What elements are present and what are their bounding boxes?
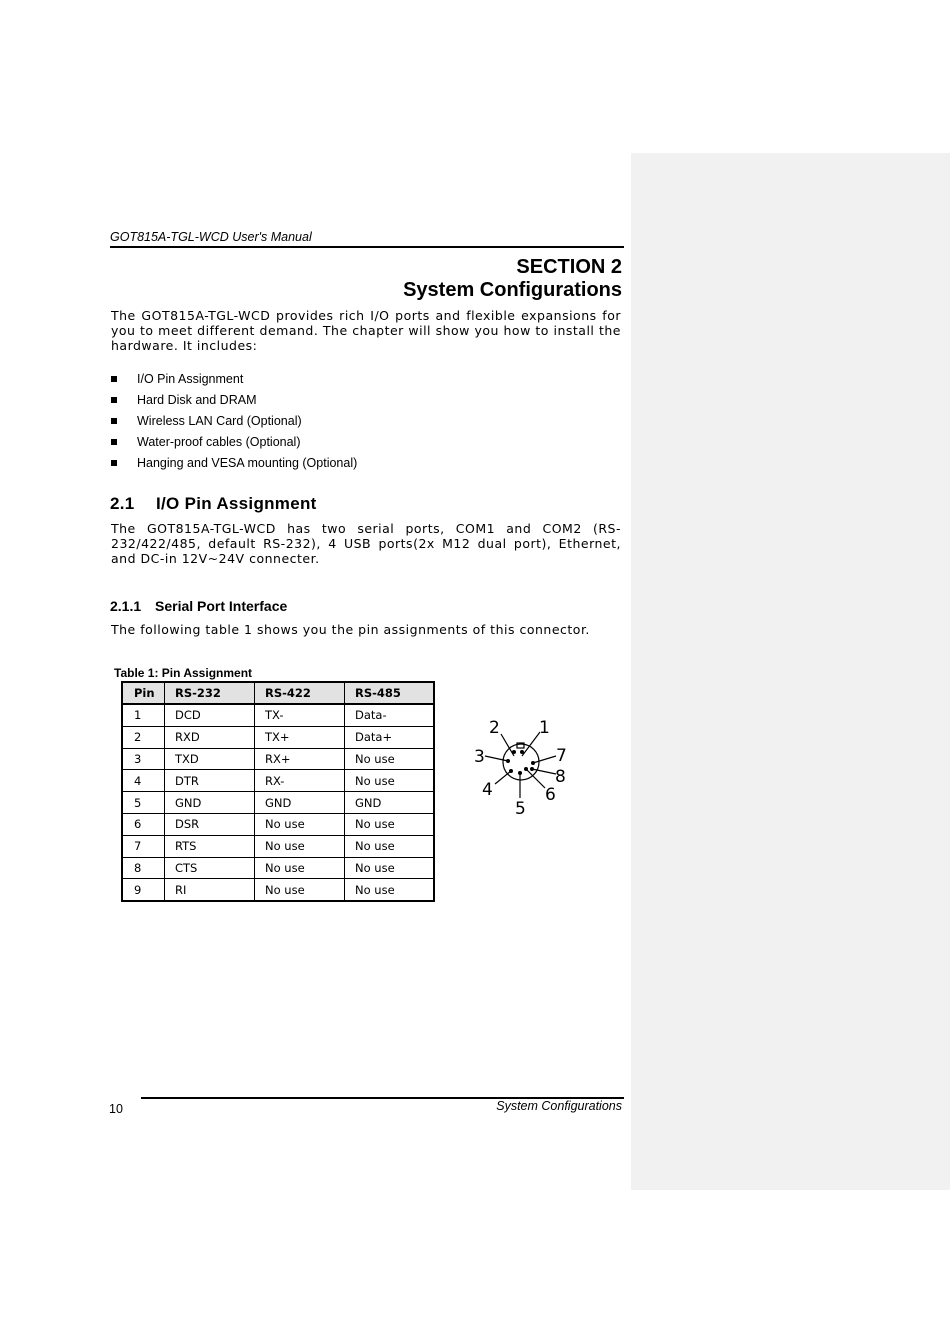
serial-paragraph: The following table 1 shows you the pin assignments of this connector. [111,622,590,637]
section-number: SECTION 2 [516,256,622,278]
topic-list [111,368,357,473]
running-header: GOT815A-TGL-WCD User's Manual [110,230,312,244]
pin-label: 5 [515,799,526,818]
pin-label: 2 [489,718,500,738]
column-header: RS-485 [345,682,435,704]
io-paragraph: The GOT815A-TGL-WCD has two serial ports, COM1 and COM2 (RS-232/422/485, default RS-232), 4 USB ports(2x M12 dual port), Ethernet, and DC-in 12V~24V connecter. [111,521,621,566]
column-header: RS-422 [255,682,345,704]
table-row: 2 RXD TX+ Data+ [122,726,434,748]
table-row: 5 GND GND GND [122,792,434,814]
header-rule [110,246,624,248]
list-item: I/O Pin Assignment [111,368,357,389]
column-header: Pin [122,682,165,704]
list-item: Wireless LAN Card (Optional) [111,410,357,431]
square-bullet-icon [111,397,117,403]
heading-serial-port-interface: 2.1.1 Serial Port Interface [110,598,288,614]
section-title: System Configurations [403,279,622,301]
pin-label: 3 [474,747,485,767]
table-caption: Table 1: Pin Assignment [114,666,253,680]
square-bullet-icon [111,460,117,466]
pin-label: 1 [539,718,550,738]
list-item: Hanging and VESA mounting (Optional) [111,452,357,473]
column-header: RS-232 [165,682,255,704]
table-row: 7 RTS No use No use [122,835,434,857]
page-number: 10 [109,1102,123,1116]
square-bullet-icon [111,418,117,424]
pin-label: 8 [555,767,566,787]
intro-paragraph: The GOT815A-TGL-WCD provides rich I/O ports and flexible expansions for you to meet different demand. The chapter will show you how to install the hardware. It includes: [111,308,621,353]
table-row: 6 DSR No use No use [122,813,434,835]
list-item: Water-proof cables (Optional) [111,431,357,452]
table-row: 9 RI No use No use [122,879,434,901]
pin-label: 7 [556,746,567,766]
pin-label: 4 [482,780,493,800]
square-bullet-icon [111,439,117,445]
m12-connector-pinout-diagram [470,714,580,818]
square-bullet-icon [111,376,117,382]
table-row: 3 TXD RX+ No use [122,748,434,770]
table-header-row [122,682,434,704]
comment-margin-panel [631,153,950,1190]
pin-label: 6 [545,785,556,805]
heading-io-pin-assignment: 2.1 I/O Pin Assignment [110,494,317,513]
footer-title: System Configurations [496,1099,622,1113]
pin-assignment-table [121,681,435,902]
list-item: Hard Disk and DRAM [111,389,357,410]
table-row: 1 DCD TX- Data- [122,704,434,726]
table-row: 4 DTR RX- No use [122,770,434,792]
table-row: 8 CTS No use No use [122,857,434,879]
